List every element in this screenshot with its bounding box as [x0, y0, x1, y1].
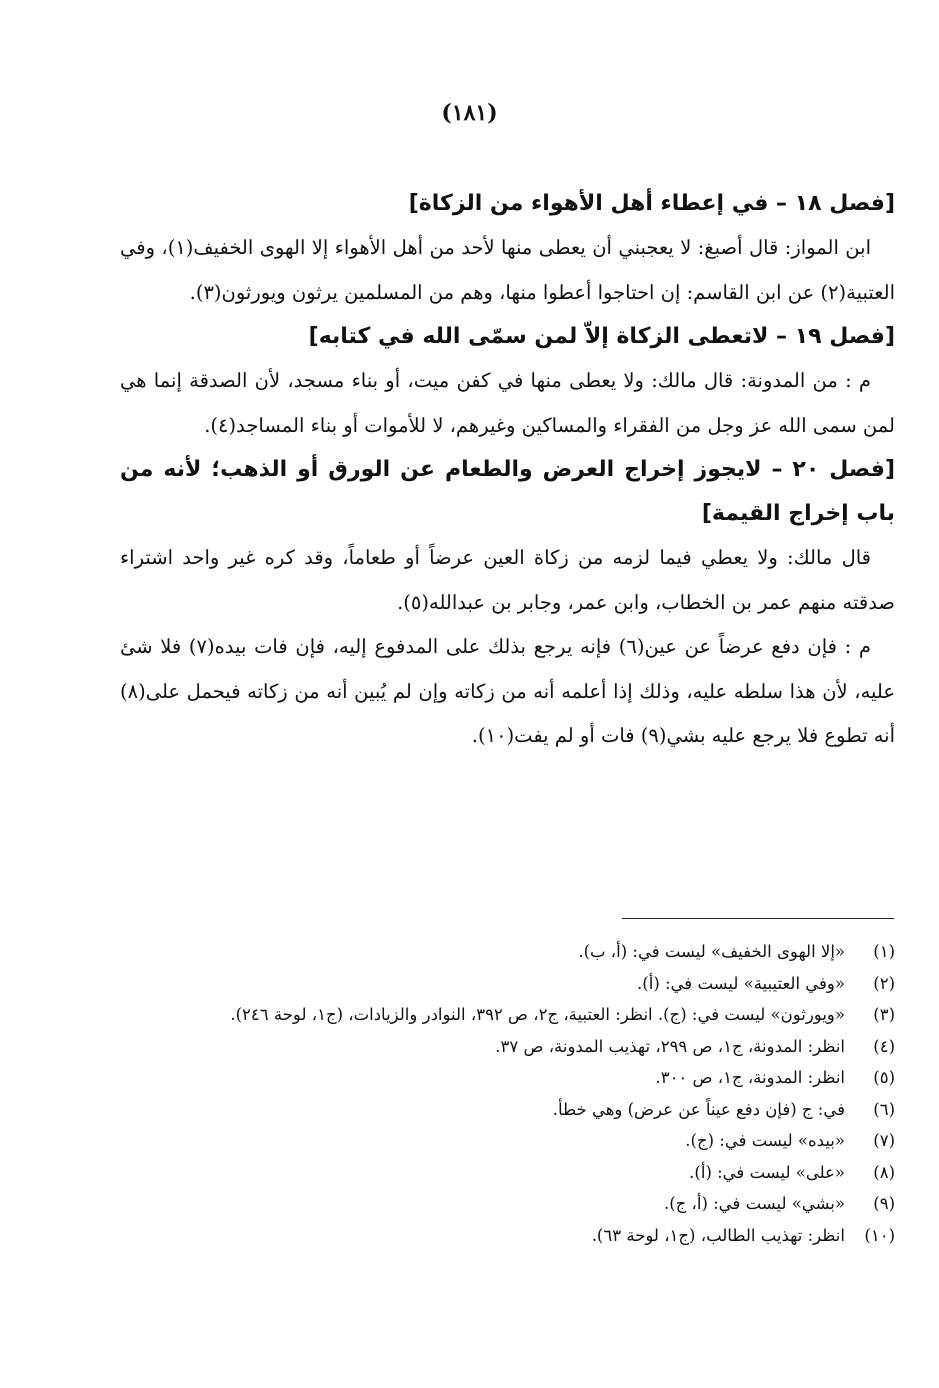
footnote-number: (٩) — [873, 1194, 895, 1213]
footnote-text: في: ج (فإن دفع عيناً عن عرض) وهي خطأ. — [552, 1099, 845, 1119]
footnote-number: (٢) — [873, 973, 895, 993]
footnote-number: (١٠) — [864, 1225, 895, 1245]
footnote-text: انظر: المدونة، ج١، ص ٣٠٠. — [655, 1068, 845, 1087]
footnote-number: (٤) — [873, 1036, 895, 1056]
footnote-number: (٦) — [873, 1099, 895, 1119]
paragraph: قال مالك: ولا يعطي فيما لزمه من زكاة العين عرضاً أو طعاماً، وقد كره غير واحد اشتراء صدقته منهم عمر بن الخطاب، وابن عمر، وجابر بن عبدالله(٥). — [120, 546, 895, 614]
footnote-divider — [622, 918, 894, 919]
footnote-number: (٨) — [873, 1162, 895, 1182]
footnote — [120, 1062, 895, 1094]
footnote-text: «وفي العتيبية» ليست في: (أ). — [637, 973, 845, 993]
footnote — [120, 1157, 895, 1189]
section-heading-20: [فصل ٢٠ – لايجوز إخراج العرض والطعام عن الورق أو الذهب؛ لأنه من باب إخراج القيمة] — [120, 457, 895, 526]
footnote-text: «إلا الهوى الخفيف» ليست في: (أ، ب). — [578, 942, 845, 961]
paragraph: ابن المواز: قال أصبغ: لا يعجبني أن يعطى منها لأحد من أهل الأهواء إلا الهوى الخفيف(١)، وفي العتبية(٢) عن ابن القاسم: إن احتاجوا أعطوا منها، وهم من المسلمين يرثون ويورثون(٣). — [120, 236, 895, 304]
footnote — [120, 1031, 895, 1063]
page-number: (١٨١) — [441, 100, 498, 126]
footnote-text: انظر: تهذيب الطالب، (ج١، لوحة ٦٣). — [591, 1225, 845, 1245]
footnote — [120, 999, 895, 1031]
footnote-number: (٧) — [873, 1131, 895, 1150]
section-heading-18: [فصل ١٨ – في إعطاء أهل الأهواء من الزكاة] — [408, 191, 895, 216]
footnote-text: انظر: المدونة، ج١، ص ٢٩٩، تهذيب المدونة، ص ٣٧. — [495, 1036, 845, 1056]
paragraph: م : من المدونة: قال مالك: ولا يعطى منها في كفن ميت، أو بناء مسجد، لأن الصدقة إنما هي لمن سمى الله عز وجل من الفقراء والمساكين وغيرهم، لا للأموات أو بناء المساجد(٤). — [120, 369, 895, 437]
footnotes — [120, 936, 895, 1251]
footnote — [120, 936, 895, 968]
footnote-text: «بيده» ليست في: (ج). — [685, 1131, 845, 1150]
footnote-number: (٣) — [873, 1005, 895, 1024]
footnote-number: (٥) — [873, 1068, 895, 1087]
section-heading-19: [فصل ١٩ – لاتعطى الزكاة إلاّ لمن سمّى الله في كتابه] — [308, 324, 895, 349]
footnote-number: (١) — [873, 942, 895, 961]
footnote-text: «ويورثون» ليست في: (ج). انظر: العتبية، ج٢، ص ٣٩٢، النوادر والزيادات، (ج١، لوحة ٢٤٦). — [230, 1005, 845, 1024]
footnote-text: «بشي» ليست في: (أ، ج). — [663, 1194, 845, 1213]
footnote-text: «على» ليست في: (أ). — [689, 1162, 845, 1182]
footnote — [120, 1125, 895, 1157]
footnote — [120, 1094, 895, 1126]
footnote — [120, 1220, 895, 1252]
footnote — [120, 1188, 895, 1220]
footnote — [120, 968, 895, 1000]
main-text — [120, 182, 895, 759]
paragraph: م : فإن دفع عرضاً عن عين(٦) فإنه يرجع بذلك على المدفوع إليه، فإن فات بيده(٧) فلا شئ عليه، لأن هذا سلطه عليه، وذلك إذا أعلمه أنه من زكاته وإن لم يُبين أنه من زكاته فيحمل على(٨) أنه تطوع فلا يرجع عليه بشي(٩) فات أو لم يفت(١٠). — [120, 635, 895, 747]
